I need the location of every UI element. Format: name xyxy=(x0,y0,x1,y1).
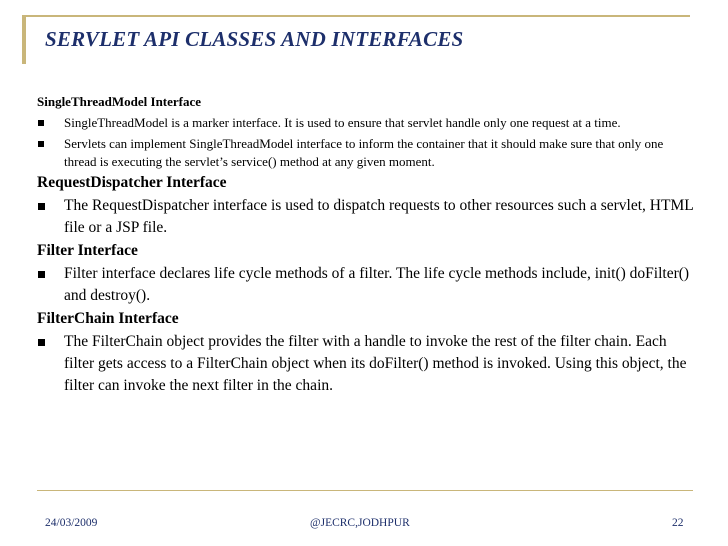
footer-date: 24/03/2009 xyxy=(45,517,98,529)
square-bullet-icon xyxy=(38,339,45,346)
list-item-text: Filter interface declares life cycle methods of a filter. The life cycle methods include, init() doFilter() and destroy(). xyxy=(64,265,690,304)
list-item-text: Servlets can implement SingleThreadModel interface to inform the container that it should make sure that only one thread is executing the servlet’s service() method at any given moment. xyxy=(64,136,664,169)
footer-page-number: 22 xyxy=(672,517,684,529)
section-heading-filterchain: FilterChain Interface xyxy=(37,310,179,327)
section-heading-filter: Filter Interface xyxy=(37,242,138,259)
list-item-text: SingleThreadModel is a marker interface. It is used to ensure that servlet handle only one request at a time. xyxy=(64,115,621,130)
title-frame-left-rule xyxy=(22,15,26,64)
slide-title: SERVLET API CLASSES AND INTERFACES xyxy=(45,27,464,51)
list-item xyxy=(37,263,697,307)
footer-organization: @JECRC,JODHPUR xyxy=(310,517,410,529)
list-item-text: The FilterChain object provides the filter with a handle to invoke the rest of the filter chain. Each filter gets access to a FilterChain object when its doFilter() method is invoked. Using this object, the filter can invoke the next filter in the chain. xyxy=(64,333,687,394)
square-bullet-icon xyxy=(38,271,45,278)
slide-content xyxy=(37,91,697,397)
section-heading-requestdispatcher: RequestDispatcher Interface xyxy=(37,174,227,191)
list-item xyxy=(37,114,697,132)
list-item xyxy=(37,195,697,239)
section-heading-singlethreadmodel: SingleThreadModel Interface xyxy=(37,94,202,109)
footer-rule xyxy=(37,490,693,491)
list-item xyxy=(37,135,697,171)
list-item-text: The RequestDispatcher interface is used to dispatch requests to other resources such a servlet, HTML file or a JSP file. xyxy=(64,197,694,236)
square-bullet-icon xyxy=(38,141,44,147)
title-frame-top-rule xyxy=(22,15,690,17)
list-item xyxy=(37,331,697,397)
square-bullet-icon xyxy=(38,203,45,210)
square-bullet-icon xyxy=(38,120,44,126)
